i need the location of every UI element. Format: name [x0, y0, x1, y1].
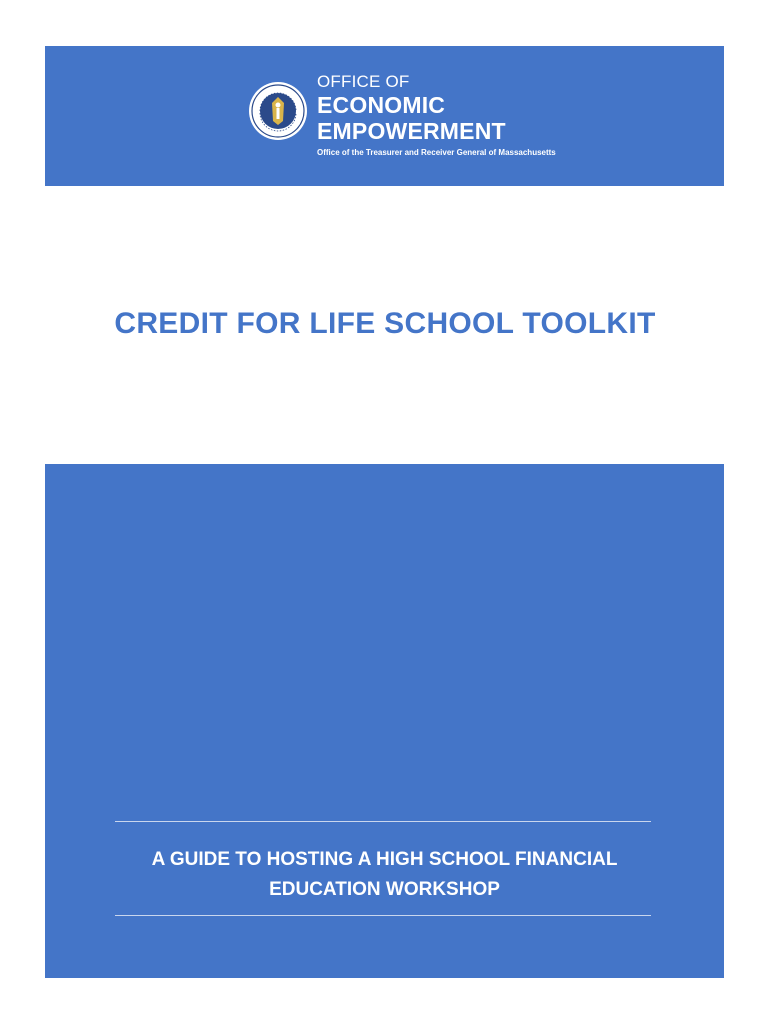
logo-tagline: Office of the Treasurer and Receiver General of Massachusetts [317, 148, 556, 157]
logo-line-economic: ECONOMIC [317, 92, 446, 118]
logo-line-office-of: OFFICE OF [317, 72, 410, 91]
massachusetts-seal-icon [248, 81, 308, 141]
subtitle-line-2: EDUCATION WORKSHOP [269, 879, 500, 900]
document-subtitle [45, 845, 724, 905]
header-banner [45, 46, 724, 186]
document-title: CREDIT FOR LIFE SCHOOL TOOLKIT [114, 307, 656, 340]
logo-line-empowerment: EMPOWERMENT [317, 118, 506, 144]
cover-panel [45, 464, 724, 978]
subtitle-line-1: A GUIDE TO HOSTING A HIGH SCHOOL FINANCIAL [151, 849, 618, 870]
divider-top [115, 821, 651, 822]
divider-bottom [115, 915, 651, 916]
logo-wordmark [317, 72, 556, 159]
